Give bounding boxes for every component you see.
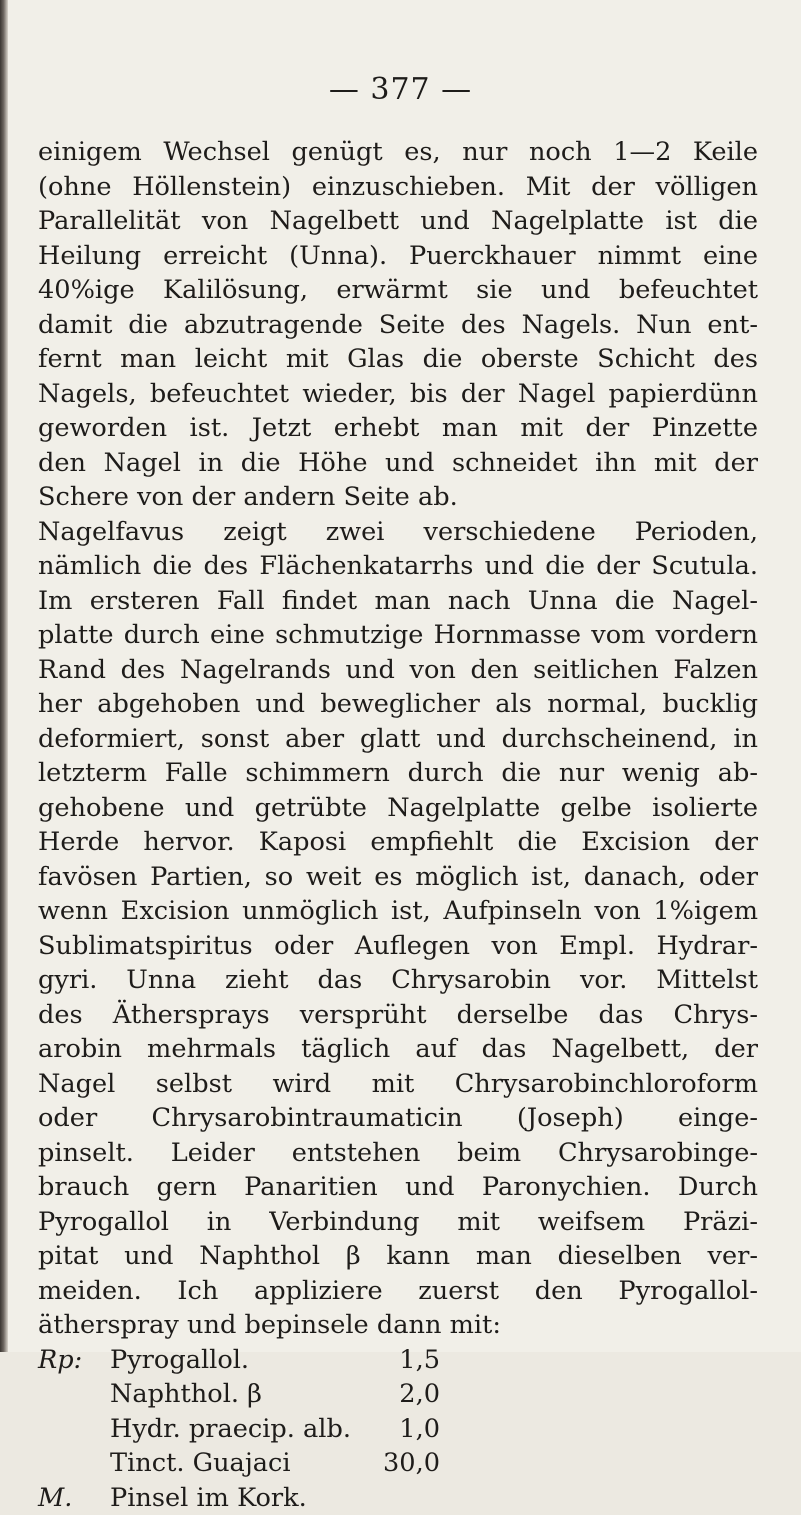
text-line: deformiert, sonst aber glatt und durchscheinend, in (38, 722, 758, 757)
text-line: des Äthersprays versprüht derselbe das Chrys- (38, 998, 758, 1033)
text-line: Nagel selbst wird mit Chrysarobinchloroform (38, 1067, 758, 1102)
text-line: (ohne Höllenstein) einzuschieben. Mit der völligen (38, 170, 758, 205)
text-line: wenn Excision unmöglich ist, Aufpinseln von 1%igem (38, 894, 758, 929)
prescription-ingredient: Tinct. Guajaci (110, 1446, 360, 1481)
text-line: Heilung erreicht (Unna). Puerckhauer nimmt eine (38, 239, 758, 274)
prescription-ingredient: Pyrogallol. (110, 1343, 360, 1378)
prescription-label (38, 1377, 110, 1412)
text-line: den Nagel in die Höhe und schneidet ihn mit der (38, 446, 758, 481)
text-line: meiden. Ich appliziere zuerst den Pyrogallol- (38, 1274, 758, 1309)
text-line: arobin mehrmals täglich auf das Nagelbett, der (38, 1032, 758, 1067)
text-line: 40%ige Kalilösung, erwärmt sie und befeuchtet (38, 273, 758, 308)
text-line: gyri. Unna zieht das Chrysarobin vor. Mittelst (38, 963, 758, 998)
prescription-amount: 1,5 (360, 1343, 440, 1378)
text-line: gehobene und getrübte Nagelplatte gelbe isolierte (38, 791, 758, 826)
text-line: pinselt. Leider entstehen beim Chrysarobinge- (38, 1136, 758, 1171)
text-line: Parallelität von Nagelbett und Nagelplatte ist die (38, 204, 758, 239)
prescription-label (38, 1412, 110, 1447)
text-line: Herde hervor. Kaposi empfiehlt die Excision der (38, 825, 758, 860)
text-line: einigem Wechsel genügt es, nur noch 1—2 Keile (38, 135, 758, 170)
text-line: platte durch eine schmutzige Hornmasse vom vordern (38, 618, 758, 653)
prescription-row (38, 1377, 758, 1412)
prescription-ingredient: Naphthol. β (110, 1377, 360, 1412)
body-text (38, 135, 758, 1343)
text-line: Pyrogallol in Verbindung mit weifsem Präzi- (38, 1205, 758, 1240)
book-spine-edge (0, 0, 8, 1352)
prescription-row (38, 1412, 758, 1447)
text-line: Rand des Nagelrands und von den seitlichen Falzen (38, 653, 758, 688)
prescription-amount (360, 1481, 440, 1515)
prescription-row (38, 1343, 758, 1378)
prescription-label: M. (38, 1481, 110, 1515)
text-line: nämlich die des Flächenkatarrhs und die der Scutula. (38, 549, 758, 584)
text-line: Im ersteren Fall findet man nach Unna die Nagel- (38, 584, 758, 619)
text-line: fernt man leicht mit Glas die oberste Schicht des (38, 342, 758, 377)
text-line: ätherspray und bepinsele dann mit: (38, 1308, 758, 1343)
prescription-amount: 1,0 (360, 1412, 440, 1447)
prescription (38, 1343, 758, 1515)
prescription-row (38, 1446, 758, 1481)
text-line: Nagels, befeuchtet wieder, bis der Nagel papierdünn (38, 377, 758, 412)
page-body (38, 135, 758, 1515)
text-line: geworden ist. Jetzt erhebt man mit der Pinzette (38, 411, 758, 446)
text-line: her abgehoben und beweglicher als normal, bucklig (38, 687, 758, 722)
text-line: Sublimatspiritus oder Auflegen von Empl. Hydrar- (38, 929, 758, 964)
prescription-row (38, 1481, 758, 1515)
prescription-amount: 30,0 (360, 1446, 440, 1481)
prescription-ingredient: Pinsel im Kork. (110, 1481, 360, 1515)
text-line: Schere von der andern Seite ab. (38, 480, 758, 515)
prescription-ingredient: Hydr. praecip. alb. (110, 1412, 360, 1447)
prescription-label: Rp: (38, 1343, 110, 1378)
text-line: damit die abzutragende Seite des Nagels. Nun ent- (38, 308, 758, 343)
text-line: letzterm Falle schimmern durch die nur wenig ab- (38, 756, 758, 791)
text-line: oder Chrysarobintraumaticin (Joseph) einge- (38, 1101, 758, 1136)
text-line: brauch gern Panaritien und Paronychien. Durch (38, 1170, 758, 1205)
prescription-amount: 2,0 (360, 1377, 440, 1412)
text-line: pitat und Naphthol β kann man dieselben ver- (38, 1239, 758, 1274)
text-line: Nagelfavus zeigt zwei verschiedene Perioden, (38, 515, 758, 550)
prescription-label (38, 1446, 110, 1481)
page-number: — 377 — (0, 72, 801, 107)
text-line: favösen Partien, so weit es möglich ist, danach, oder (38, 860, 758, 895)
